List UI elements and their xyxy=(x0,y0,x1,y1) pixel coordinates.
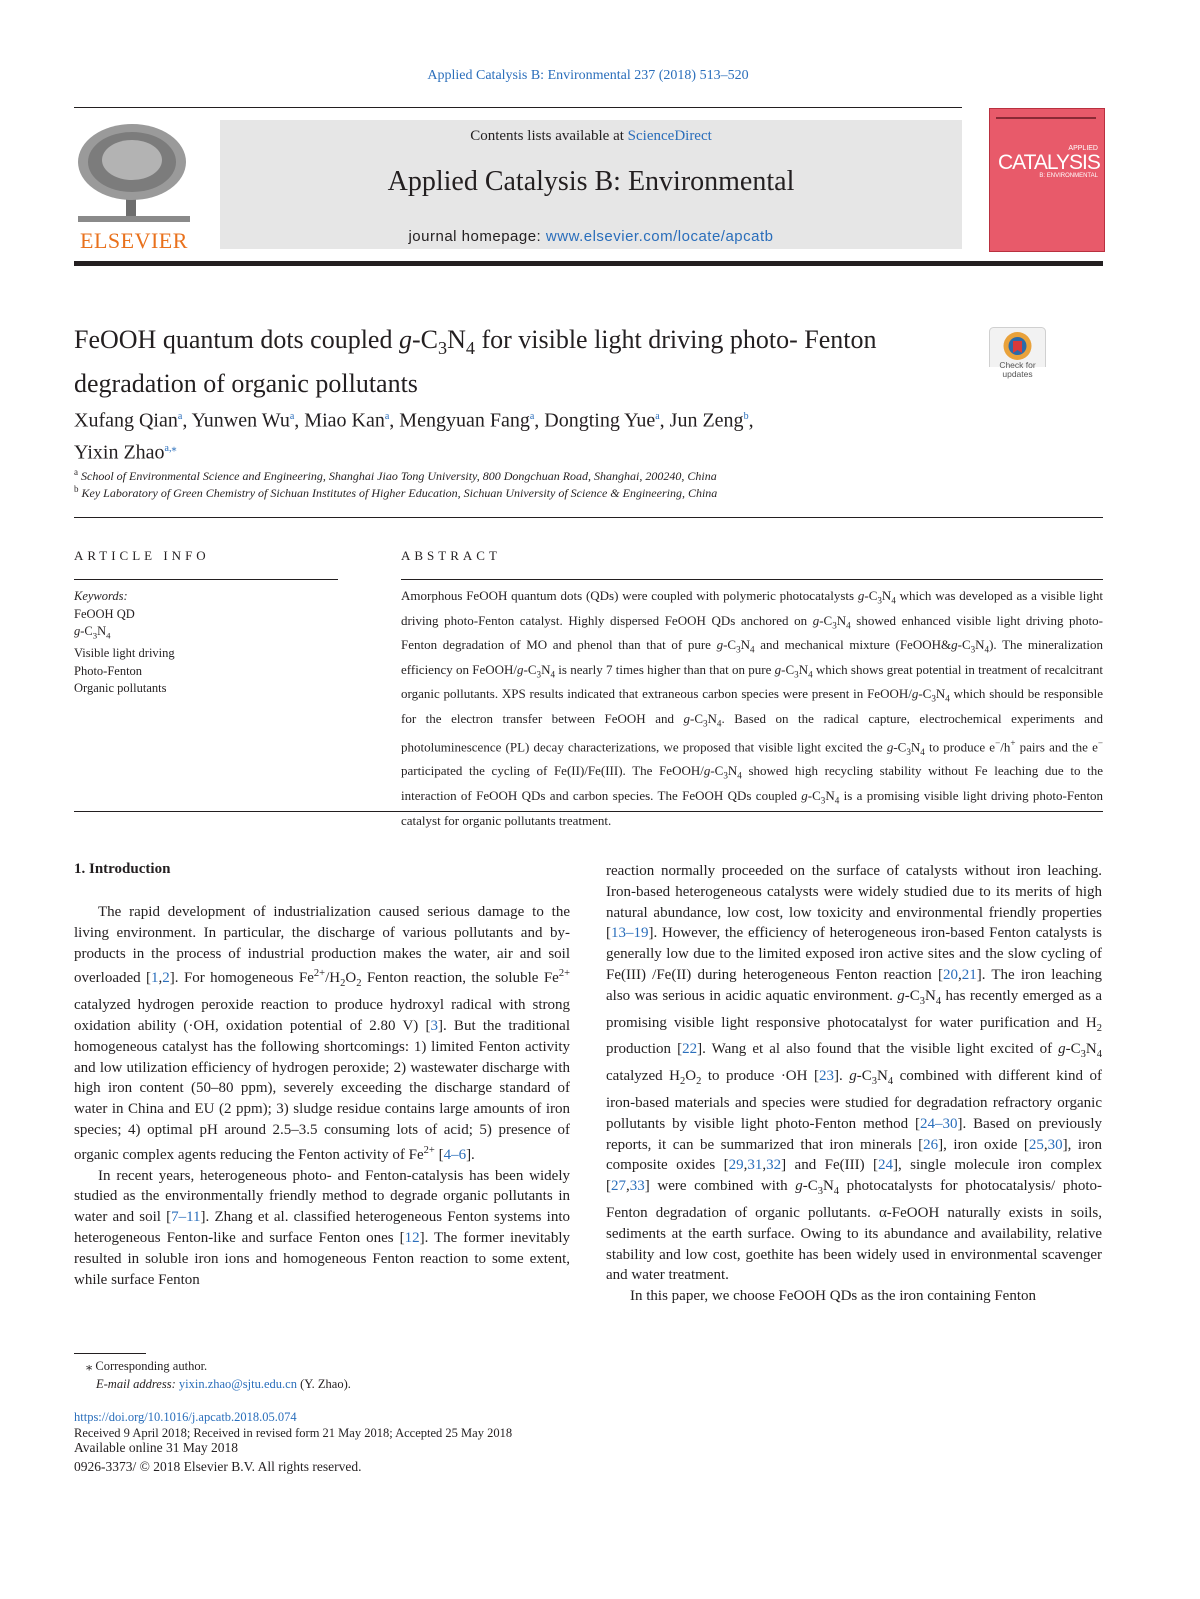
body-right-column: reaction normally proceeded on the surface of catalysts without iron leaching. Iron-based heterogeneous catalysts were widely studied due to its merits of high natural abundance, low cost, low toxicity and environmental friendly properties [13–19]. However, the efficiency of heterogeneous iron-based Fenton catalysts is generally low due to the limited exposed iron active sites and the slow cycling of Fe(III) /Fe(II) during heterogeneous Fenton reaction [20,21]. The iron leaching also was serious in acidic aquatic environment. $g-C_3N_4$ has recently emerged as a promising visible light responsive photocatalyst for water purification and $H_2$ production [22]. Wang et al also found that the visible light excited of $g-C_3N_4$ catalyzed $H_2O_2$ to produce ·OH [23]. $g-C_3N_4$ combined with different kind of iron-based materials and species were studied for degradation refractory organic pollutants by visible light photo-Fenton method [24–30]. Based on previously reports, it can be summarized that iron minerals [26], iron oxide [25,30], iron composite oxides [29,31,32] and Fe(III) [24], single molecule iron complex [27,33] were combined with $g-C_3N_4$ photocatalysts for photocatalysis/ photo-Fenton degradation of organic pollutants. α-FeOOH naturally exists in soils, sediments at the earth surface. Owing to its abundance and availability, relative stability and low cost, goethite has been widely used in environmental scavenger and water treatment. In this paper, we choose FeOOH QDs as the iron containing Fenton xyxy=(606,863,1103,1305)
header-rule xyxy=(74,107,962,108)
abstract-heading: ABSTRACT xyxy=(401,548,501,563)
cover-top: APPLIED xyxy=(1068,145,1098,152)
affiliation-b: $^b$ Key Laboratory of Green Chemistry of Sichuan Institutes of Higher Education, Sichuan University of Science & Engineering, China xyxy=(74,484,718,500)
elsevier-logo xyxy=(74,120,194,252)
received-dates: Received 9 April 2018; Received in revised form 21 May 2018; Accepted 25 May 2018 xyxy=(74,1426,513,1440)
body-left-column: The rapid development of industrialization caused serious damage to the living environment. In particular, the discharge of various pollutants and by-products in the process of industrial production makes the water, air and soil overloaded [1,2]. For homogeneous $Fe^{2+}/H_2O_2$ Fenton reaction, the soluble $Fe^{2+}$ catalyzed hydrogen peroxide reaction to produce hydroxyl radical with strong oxidation ability (·OH, oxidation potential of 2.80 V) [3]. But the traditional homogeneous catalyst has the following shortcomings: 1) limited Fenton activity and low utilization efficiency of hydrogen peroxide; 2) wastewater discharge with high iron content (50–80 ppm), severely exceeding the discharge standard of water in China and EU (2 ppm); 3) sludge residue contains large amounts of iron species; 4) optimal pH around 2.5–3.5 consuming lots of acid; 5) presence of organic complex agents reducing the Fenton activity of $Fe^{2+}$ [4–6]. In recent years, heterogeneous photo- and Fenton-catalysis has been widely studied as the environmentally friendly method to degrade organic pollutants in water and soil [7–11]. Zhang et al. classified heterogeneous Fenton systems into heterogeneous Fenton-like and surface Fenton ones [12]. The former inevitably resulted in soluble iron ions and homogeneous Fenton reaction to some extent, while surface Fenton xyxy=(74,904,571,1288)
email-line: E-mail address: yixin.zhao@sjtu.edu.cn (Y. Zhao). xyxy=(96,1377,351,1391)
homepage-link[interactable]: www.elsevier.com/locate/apcatb xyxy=(545,228,774,245)
article-info-heading: ARTICLE INFO xyxy=(74,548,210,563)
abstract-text: Amorphous FeOOH quantum dots (QDs) were coupled with polymeric photocatalysts $g-C_3N_4$ which was developed as a visible light driving photo-Fenton catalyst. Highly dispersed FeOOH QDs anchored on $g-C_3N_4$ showed enhanced visible light driving photo-Fenton degradation of MO and phenol than that of pure $g-C_3N_4$ and mechanical mixture $(FeOOH\&g-C_3N_4)$. The mineralization efficiency on FeOOH/$g-C_3N_4$ is nearly 7 times higher than that on pure $g-C_3N_4$ which shows great potential in treatment of recalcitrant organic pollutants. XPS results indicated that extraneous carbon species were present in FeOOH/$g-C_3N_4$ which should be responsible for the electron transfer between FeOOH and $g-C_3N_4$. Based on the radical capture, electrochemical experiments and photoluminescence (PL) decay characterizations, we proposed that visible light excited the $g-C_3N_4$ to produce e−/h+ pairs and the e− participated the cycling of Fe(II)/Fe(III). The FeOOH/$g-C_3N_4$ showed high recycling stability without Fe leaching due to the interaction of FeOOH QDs and carbon species. The FeOOH QDs coupled $g-C_3N_4$ is a promising visible light driving photo-Fenton catalyst for organic pollutants treatment. xyxy=(401,588,1104,828)
author-list: Xufang Qian$^a$, Yunwen Wu$^a$, Miao Kan$^a$, Mengyuan Fang$^a$, Dongting Yue$^a$, Jun Zeng$^b$, Yixin Zhao$^{a,⁎}$ xyxy=(74,409,754,464)
check-for-updates-button[interactable] xyxy=(989,327,1046,383)
keywords-list: FeOOH QD $g-C_3N_4$ Visible light driving Photo-Fenton Organic pollutants xyxy=(74,606,175,695)
sciencedirect-link[interactable]: ScienceDirect xyxy=(627,128,712,144)
affiliation-rule xyxy=(74,517,1103,518)
article-title: FeOOH quantum dots coupled $g-C_3N_4$ for visible light driving photo- Fenton degradation of organic pollutants xyxy=(74,325,877,399)
journal-title: Applied Catalysis B: Environmental xyxy=(387,166,795,197)
publisher-name: ELSEVIER xyxy=(80,228,188,253)
check-for-updates-label: Check for updates xyxy=(999,360,1036,379)
section-heading-introduction: 1. Introduction xyxy=(74,861,171,877)
journal-cover xyxy=(989,108,1105,252)
homepage-line: journal homepage: www.elsevier.com/locate/apcatb xyxy=(408,228,774,245)
doi-link[interactable]: https://doi.org/10.1016/j.apcatb.2018.05.074 xyxy=(74,1410,297,1424)
abstract-bottom-rule xyxy=(74,811,1103,812)
copyright: 0926-3373/ © 2018 Elsevier B.V. All rights reserved. xyxy=(74,1459,362,1474)
journal-reference[interactable]: Applied Catalysis B: Environmental 237 (2018) 513–520 xyxy=(427,68,749,83)
corresponding-author: ⁎ Corresponding author. xyxy=(86,1359,208,1373)
keywords-label: Keywords: xyxy=(74,589,128,603)
cover-subtitle: B: ENVIRONMENTAL xyxy=(1039,173,1098,179)
keywords-block xyxy=(74,588,338,698)
available-online: Available online 31 May 2018 xyxy=(74,1440,238,1455)
abstract-rule xyxy=(401,579,1103,580)
contents-line: Contents lists available at ScienceDirect xyxy=(470,128,712,144)
affiliation-a: $^a$ School of Environmental Science and Engineering, Shanghai Jiao Tong University, 800 Dongchuan Road, Shanghai, 200240, China xyxy=(74,467,717,483)
footnote-rule xyxy=(74,1353,146,1354)
cover-title: CATALYSIS xyxy=(998,151,1100,174)
header-thick-rule xyxy=(74,261,1103,266)
journal-banner xyxy=(220,120,962,249)
article-info-rule xyxy=(74,579,338,580)
email-link[interactable]: yixin.zhao@sjtu.edu.cn xyxy=(178,1377,297,1391)
